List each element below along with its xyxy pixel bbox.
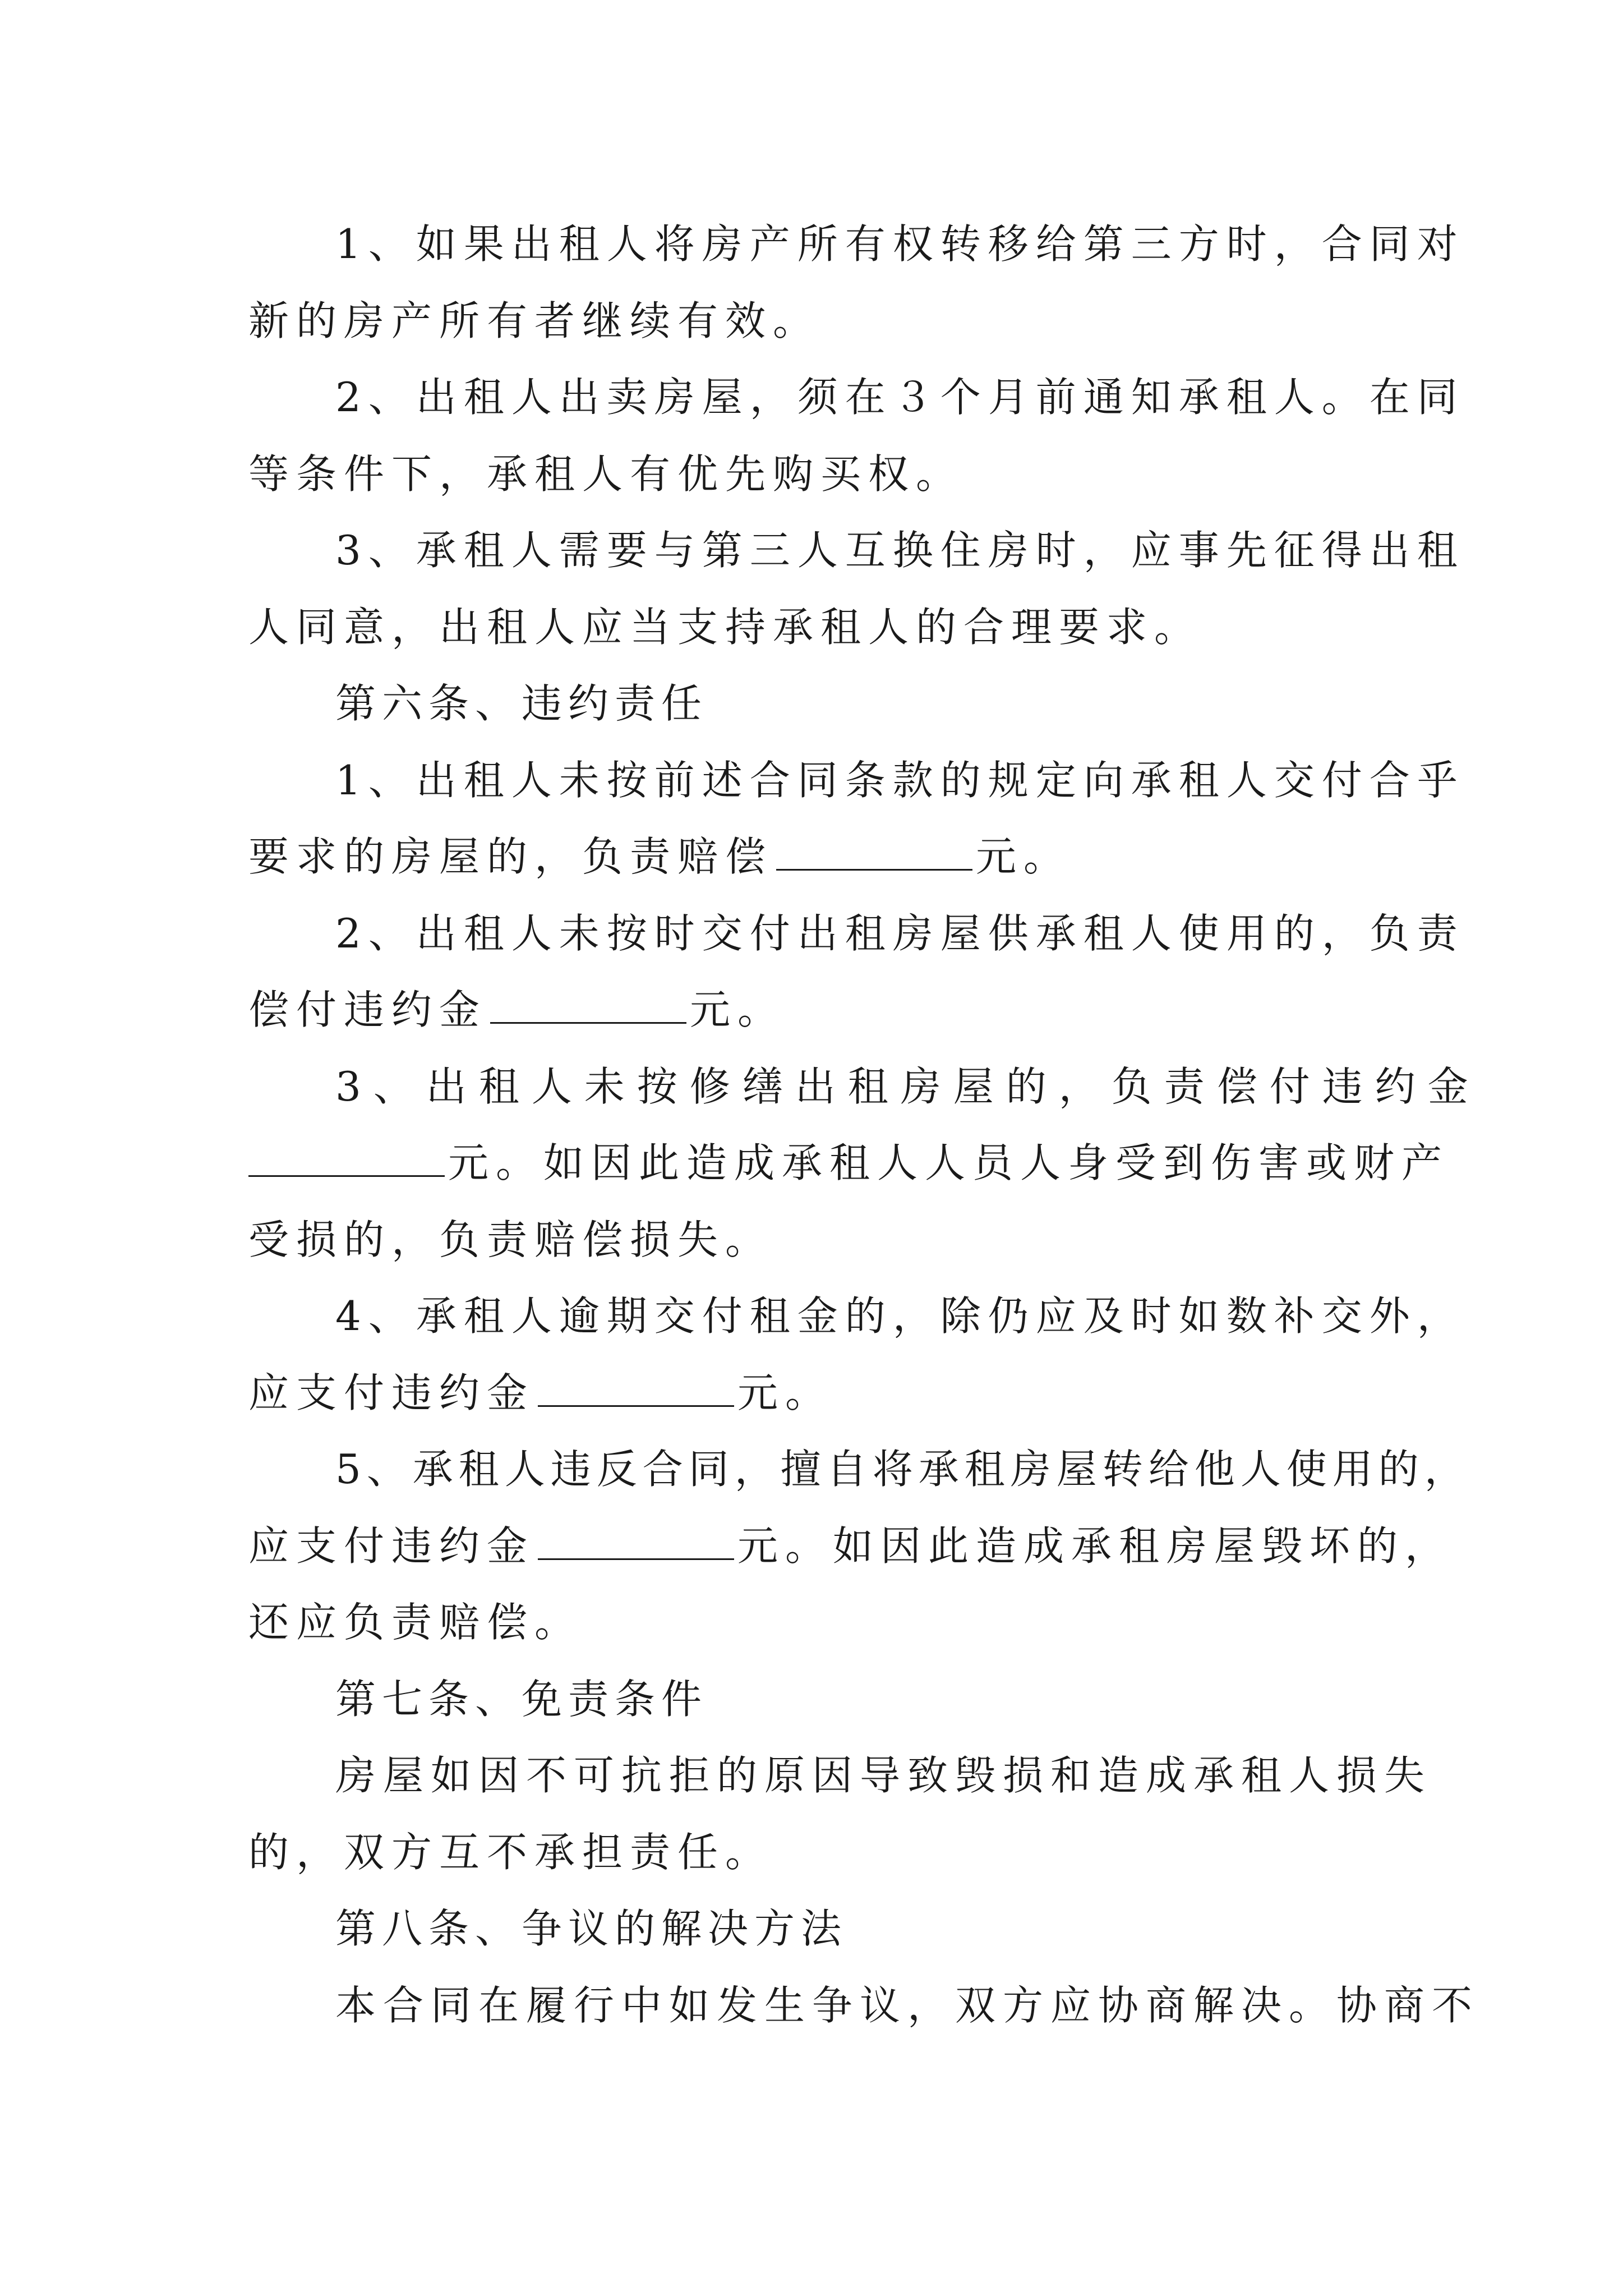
clause-6-5-line-1: 5、承租人违反合同，擅自将承租房屋转给他人使用的， <box>335 1446 1470 1493</box>
clause-6-4-text: 应支付违约金 <box>248 1369 535 1416</box>
article-8-line-1: 本合同在履行中如发生争议，双方应协商解决。协商不 <box>335 1982 1480 2029</box>
clause-6-4-unit: 元。 <box>737 1369 833 1416</box>
clause-6-2-line-2 <box>248 968 1398 1052</box>
clause-5-1-line-1: 1、如果出租人将房产所有权转移给第三方时，合同对 <box>335 220 1465 268</box>
amount-blank <box>538 1372 734 1407</box>
clause-6-1-line-2 <box>248 815 1398 899</box>
clause-6-5-text-after: 元。如因此造成承租房屋毁坏的， <box>737 1522 1453 1570</box>
article-8-heading: 第八条、争议的解决方法 <box>335 1905 848 1952</box>
clause-6-5-line-3: 还应负责赔偿。 <box>248 1599 583 1646</box>
clause-6-4-line-2 <box>248 1351 1398 1435</box>
article-7-heading: 第七条、免责条件 <box>335 1676 708 1723</box>
clause-6-3-line-1: 3、出租人未按修缮出租房屋的，负责偿付违约金 <box>335 1063 1481 1110</box>
clause-5-3-line-2: 人同意，出租人应当支持承租人的合理要求。 <box>248 604 1202 651</box>
clause-6-3-line-2 <box>248 1121 1450 1205</box>
amount-blank <box>248 1142 445 1177</box>
clause-6-2-line-1: 2、出租人未按时交付出租房屋供承租人使用的，负责 <box>335 910 1465 957</box>
article-6-heading: 第六条、违约责任 <box>335 680 708 727</box>
article-7-line-2: 的，双方互不承担责任。 <box>248 1829 773 1876</box>
clause-6-2-text: 偿付违约金 <box>248 986 487 1033</box>
clause-6-1-unit: 元。 <box>976 833 1072 880</box>
clause-6-5-line-2 <box>248 1504 1453 1588</box>
clause-5-2-line-2: 等条件下，承租人有优先购买权。 <box>248 450 964 498</box>
amount-blank <box>490 988 686 1024</box>
amount-blank <box>776 835 972 871</box>
article-7-line-1: 房屋如因不可抗拒的原因导致毁损和造成承租人损失 <box>335 1752 1432 1799</box>
clause-5-1-line-2: 新的房产所有者继续有效。 <box>248 297 821 344</box>
clause-5-3-line-1: 3、承租人需要与第三人互换住房时，应事先征得出租 <box>335 527 1465 574</box>
clause-6-1-text: 要求的房屋的，负责赔偿 <box>248 833 773 880</box>
clause-6-5-text: 应支付违约金 <box>248 1522 535 1570</box>
clause-6-4-line-1: 4、承租人逾期交付租金的，除仍应及时如数补交外， <box>335 1292 1465 1340</box>
clause-5-2-line-1: 2、出租人出卖房屋，须在３个月前通知承租人。在同 <box>335 374 1465 421</box>
clause-6-1-line-1: 1、出租人未按前述合同条款的规定向承租人交付合乎 <box>335 757 1465 804</box>
amount-blank <box>538 1525 734 1560</box>
clause-6-3-line-3: 受损的，负责赔偿损失。 <box>248 1216 773 1263</box>
clause-6-3-text: 元。如因此造成承租人人员人身受到伤害或财产 <box>448 1139 1450 1186</box>
clause-6-2-unit: 元。 <box>690 986 786 1033</box>
